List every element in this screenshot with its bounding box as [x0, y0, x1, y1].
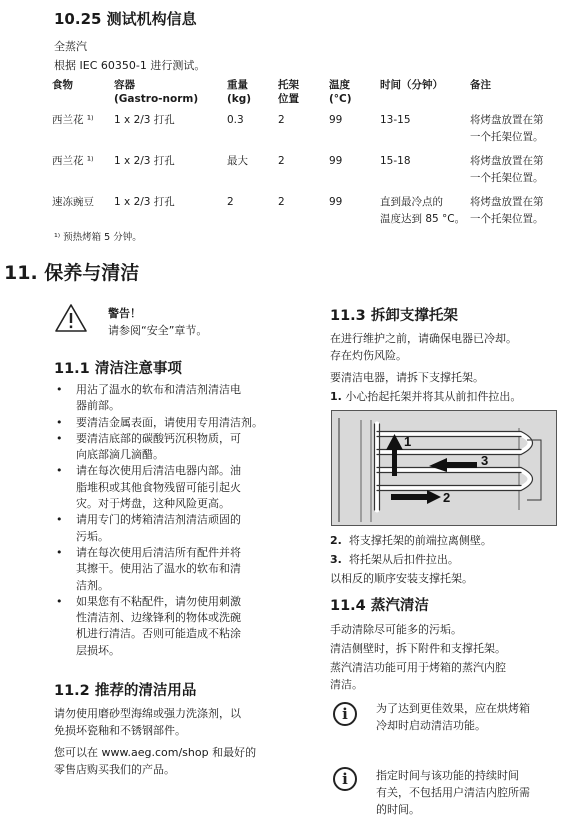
- cell-food: 西兰花 ¹⁾: [52, 155, 94, 167]
- section-11-4-title: 11.4 蒸汽清洁: [330, 598, 429, 614]
- section-11-1-title: 11.1 清洁注意事项: [54, 361, 182, 377]
- shelf-support-removal-figure: [331, 410, 557, 526]
- test-data-table: [52, 78, 562, 228]
- table-footnote: ¹⁾ 预热烤箱 5 分钟。: [54, 232, 142, 243]
- table-row: [52, 110, 562, 146]
- cleaning-notes-list: [54, 382, 282, 659]
- list-item: • 用沾了温水的软布和清洁剂清洁电 器前部。: [54, 382, 282, 415]
- info-icon: i: [333, 702, 357, 726]
- header-weight: 重量 (kg): [227, 79, 252, 105]
- table-row: [52, 146, 562, 187]
- step-2: 2. 将支撑托架的前端拉离侧壁。: [330, 534, 492, 547]
- list-item: • 要清洁底部的碳酸钙沉积物质，可 向底部滴几滴醋。: [54, 431, 282, 464]
- section-11-3-intro: 在进行维护之前，请确保电器已冷却。 存在灼伤风险。: [330, 332, 517, 362]
- info-note-1: 为了达到更佳效果，应在烘烤箱 冷却时启动清洁功能。: [376, 702, 530, 732]
- cell-temperature: 99: [329, 114, 343, 126]
- figure-label-1: 1: [404, 434, 412, 449]
- cell-food: 西兰花 ¹⁾: [52, 114, 94, 126]
- cell-note: 将烤盘放置在第 一个托架位置。: [470, 155, 544, 184]
- cell-shelf: 2: [278, 155, 285, 167]
- section-11-4-line1: 手动清除尽可能多的污垢。: [330, 623, 462, 636]
- cell-weight: 2: [227, 196, 234, 208]
- list-item: • 如果您有不粘配件，请勿使用刺激 性清洁剂、边缘锋利的物体或洗碗 机进行清洁。否则可能造成不粘涂 层损坏。: [54, 594, 282, 659]
- header-time: 时间（分钟）: [380, 79, 443, 91]
- section-10-25-subtitle: 全蒸汽: [54, 40, 87, 53]
- table-header-row: [52, 78, 562, 110]
- cell-food: 速冻豌豆: [52, 196, 94, 208]
- section-11-2-title: 11.2 推荐的清洁用品: [54, 683, 197, 699]
- section-11-2-para2: 您可以在 www.aeg.com/shop 和最好的 零售店购买我们的产品。: [54, 746, 257, 776]
- cell-weight: 0.3: [227, 114, 244, 126]
- cell-shelf: 2: [278, 196, 285, 208]
- figure-label-3: 3: [481, 453, 489, 468]
- section-11-3-title: 11.3 拆卸支撑托架: [330, 308, 458, 324]
- cell-time: 直到最冷点的 温度达到 85 °C。: [380, 196, 466, 225]
- cell-time: 13-15: [380, 114, 411, 126]
- test-standard-text: 根据 IEC 60350-1 进行测试。: [54, 59, 206, 72]
- cell-container: 1 x 2/3 打孔: [114, 196, 175, 208]
- cell-shelf: 2: [278, 114, 285, 126]
- cell-container: 1 x 2/3 打孔: [114, 155, 175, 167]
- step-1: 1. 小心抬起托架并将其从前扣件拉出。: [330, 390, 522, 403]
- list-item: • 请用专门的烤箱清洁剂清洁顽固的 污垢。: [54, 512, 282, 545]
- cell-time: 15-18: [380, 155, 411, 167]
- header-temperature: 温度 (°C): [329, 79, 352, 105]
- chapter-11-title: 11. 保养与清洁: [4, 262, 140, 284]
- section-11-4-line3: 蒸汽清洁功能可用于烤箱的蒸汽内腔 清洁。: [330, 661, 506, 691]
- table-row: [52, 187, 562, 228]
- section-11-2-para1: 请勿使用磨砂型海绵或强力洗涤剂，以 免损坏瓷釉和不锈钢部件。: [54, 707, 241, 737]
- cell-weight: 最大: [227, 155, 248, 167]
- header-note: 备注: [470, 79, 491, 91]
- section-10-25-title: 10.25 测试机构信息: [54, 10, 197, 28]
- warning-triangle-icon: [54, 303, 88, 333]
- cell-note: 将烤盘放置在第 一个托架位置。: [470, 114, 544, 143]
- list-item: • 请在每次使用后清洁电器内部。油 脂堆积或其他食物残留可能引起火 灾。对于烤盘，这种风险更高。: [54, 463, 282, 512]
- section-11-4-line2: 清洁侧壁时，拆下附件和支撑托架。: [330, 642, 506, 655]
- header-shelf: 托架 位置: [278, 79, 299, 105]
- cell-note: 将烤盘放置在第 一个托架位置。: [470, 196, 544, 225]
- info-icon: i: [333, 767, 357, 791]
- warning-title: 警告！: [108, 307, 141, 320]
- cell-temperature: 99: [329, 155, 343, 167]
- list-item: • 请在每次使用后清洁所有配件并将 其擦干。使用沾了温水的软布和清 洁剂。: [54, 545, 282, 594]
- header-food: 食物: [52, 79, 73, 91]
- cell-temperature: 99: [329, 196, 343, 208]
- cell-container: 1 x 2/3 打孔: [114, 114, 175, 126]
- section-11-3-reverse-text: 以相反的顺序安装支撑托架。: [330, 572, 473, 585]
- step-3: 3. 将托架从后扣件拉出。: [330, 553, 459, 566]
- section-11-3-remove-text: 要清洁电器，请拆下支撑托架。: [330, 371, 484, 384]
- figure-label-2: 2: [443, 490, 451, 505]
- list-item: • 要清洁金属表面，请使用专用清洁剂。: [54, 415, 282, 431]
- info-note-2: 指定时间与该功能的持续时间 有关，不包括用户清洁内腔所需 的时间。: [376, 769, 530, 816]
- header-container: 容器 (Gastro-norm): [114, 79, 199, 105]
- warning-text: 请参阅“安全”章节。: [108, 324, 208, 337]
